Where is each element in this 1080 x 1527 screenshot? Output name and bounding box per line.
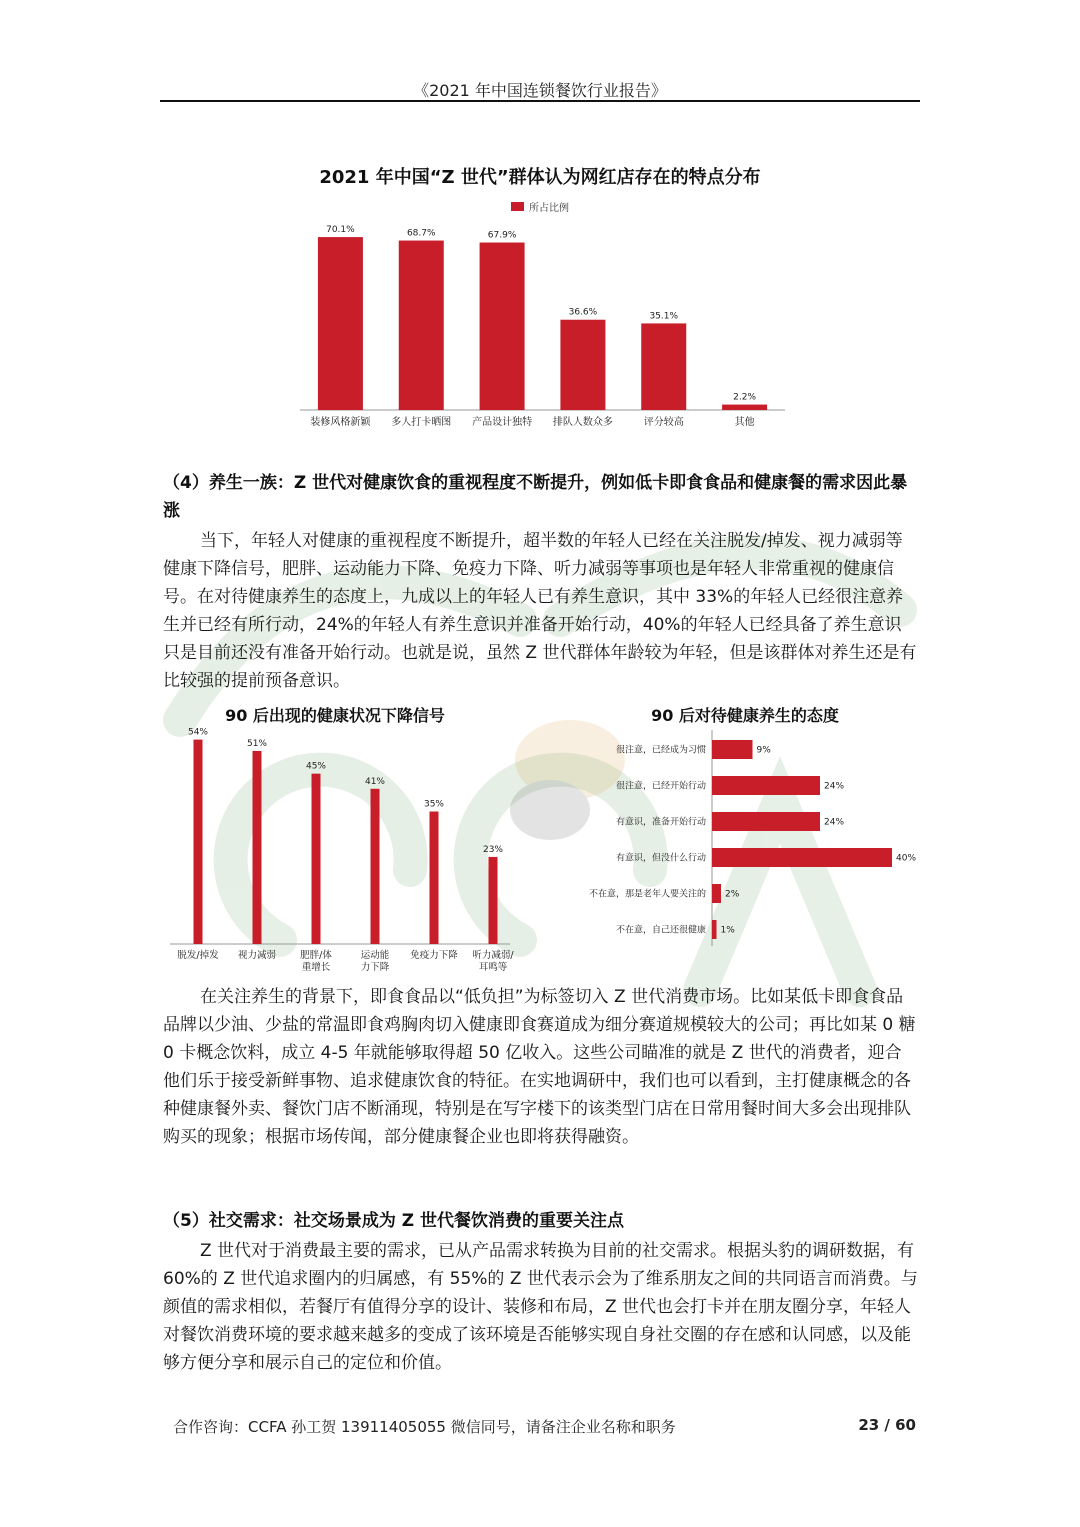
chart3-tick-label: 有意识，但没什么行动 bbox=[615, 853, 706, 864]
chart2-tick-label: 运动能 bbox=[360, 950, 390, 961]
chart3-tick-label: 有意识，准备开始行动 bbox=[615, 817, 706, 828]
chart2-data-label: 51% bbox=[246, 738, 268, 749]
chart1-data-label: 67.9% bbox=[487, 230, 517, 241]
chart2-data-label: 35% bbox=[423, 799, 445, 810]
chart1-tick-label: 其他 bbox=[734, 417, 755, 428]
chart3-title: 90 后对待健康养生的态度 bbox=[651, 706, 839, 725]
chart2-bar bbox=[194, 740, 203, 944]
section4-paragraph-1-text: 当下，年轻人对健康的重视程度不断提升，超半数的年轻人已经在关注脱发/掉发、视力减弱等健康下降信号，肥胖、运动能力下降、免疫力下降、听力减弱等事项也是年轻人非常重视的健康信号。在对待健康养生的态度上，九成以上的年轻人已有养生意识，其中 33%的年轻人已经很注意养生并已经有所行动，24%的年轻人有养生意识并准备开始行动，40%的年轻人已经具备了养生意识只是目前还没有准备开始行动。也就是说，虽然 Z 世代群体年龄较为年轻，但是该群体对养生还是有比较强的提前预备意识。 bbox=[163, 531, 917, 691]
chart2-tick-label: 肥胖/体 bbox=[300, 950, 332, 961]
chart1-title: 2021 年中国“Z 世代”群体认为网红店存在的特点分布 bbox=[319, 167, 761, 188]
chart2-tick-label: 视力减弱 bbox=[237, 950, 277, 961]
chart2-data-label: 54% bbox=[187, 728, 209, 738]
chart3-tick-label: 不在意，那是老年人要关注的 bbox=[588, 889, 706, 900]
chart3-tick-label: 很注意，已经成为习惯 bbox=[615, 745, 706, 756]
chart3-bar bbox=[712, 884, 721, 903]
chart2-tick-label: 听力减弱/ bbox=[472, 950, 514, 961]
chart1-bar bbox=[480, 243, 525, 410]
chart3-bar bbox=[712, 848, 892, 867]
chart1-data-label: 36.6% bbox=[568, 307, 598, 318]
chart2-bar bbox=[312, 774, 321, 944]
chart3-data-label: 24% bbox=[824, 781, 845, 792]
chart2-bar bbox=[253, 751, 262, 944]
chart1-bar bbox=[560, 320, 605, 410]
chart2-title: 90 后出现的健康状况下降信号 bbox=[225, 706, 445, 725]
chart2-tick-label: 重增长 bbox=[301, 962, 331, 973]
chart1-tick-label: 装修风格新颖 bbox=[310, 417, 371, 428]
page-number: 23 / 60 bbox=[858, 1416, 916, 1434]
chart2-tick-label: 脱发/掉发 bbox=[177, 950, 219, 961]
chart1-bar bbox=[318, 237, 363, 410]
legend-label: 所占比例 bbox=[529, 203, 569, 214]
chart1-bar bbox=[722, 405, 767, 410]
chart3-data-label: 24% bbox=[824, 817, 845, 828]
chart3-bar bbox=[712, 776, 820, 795]
chart2-tick-label: 免疫力下降 bbox=[410, 950, 458, 961]
report-header-title: 《2021 年中国连锁餐饮行业报告》 bbox=[413, 81, 667, 100]
section4-paragraph-2-text: 在关注养生的背景下，即食食品以“低负担”为标签切入 Z 世代消费市场。比如某低卡即食食品品牌以少油、少盐的常温即食鸡胸肉切入健康即食赛道成为细分赛道规模较大的公司；再比如某 0 糖 0 卡概念饮料，成立 4-5 年就能够取得超 50 亿收入。这些公司瞄准的就是 Z 世代的消费者，迎合他们乐于接受新鲜事物、追求健康饮食的特征。在实地调研中，我们也可以看到，主打健康概念的各种健康餐外卖、餐饮门店不断涌现，特别是在写字楼下的该类型门店在日常用餐时间大多会出现排队购买的现象；根据市场传闻，部分健康餐企业也即将获得融资。 bbox=[163, 987, 916, 1147]
chart2-data-label: 41% bbox=[364, 776, 386, 787]
chart1-data-label: 68.7% bbox=[406, 228, 436, 239]
chart2-bar bbox=[430, 812, 439, 945]
chart1-tick-label: 多人打卡晒图 bbox=[391, 417, 452, 428]
chart2-tick-label: 耳鸣等 bbox=[478, 962, 508, 973]
section4-heading: （4）养生一族：Z 世代对健康饮食的重视程度不断提升，例如低卡即食食品和健康餐的需求因此暴涨 bbox=[163, 473, 908, 521]
section4-paragraph-1 bbox=[163, 527, 918, 695]
chart1-bar bbox=[399, 241, 444, 410]
chart3-data-label: 9% bbox=[756, 745, 771, 756]
chart3-data-label: 1% bbox=[720, 925, 735, 936]
chart3-bar bbox=[712, 740, 753, 759]
chart1-bar bbox=[641, 323, 686, 410]
chart3-bar bbox=[712, 812, 820, 831]
chart1-tick-label: 排队人数众多 bbox=[552, 417, 613, 428]
section5-paragraph-1 bbox=[163, 1237, 918, 1377]
chart1-data-label: 2.2% bbox=[733, 392, 757, 403]
chart2-bar bbox=[489, 857, 498, 944]
section5-paragraph-1-text: Z 世代对于消费最主要的需求，已从产品需求转换为目前的社交需求。根据头豹的调研数据，有 60%的 Z 世代追求圈内的归属感，有 55%的 Z 世代表示会为了维系朋友之间的共同语言而消费。与颜值的需求相似，若餐厅有值得分享的设计、装修和布局，Z 世代也会打卡并在朋友圈分享，年轻人对餐饮消费环境的要求越来越多的变成了该环境是否能够实现自身社交圈的存在感和认同感，以及能够方便分享和展示自己的定位和价值。 bbox=[163, 1241, 918, 1373]
chart1-bar-chart bbox=[300, 210, 785, 435]
chart2-data-label: 45% bbox=[305, 761, 327, 772]
chart2-bar bbox=[371, 789, 380, 944]
chart3-data-label: 40% bbox=[896, 853, 917, 864]
footer-contact: 合作咨询：CCFA 孙工贺 13911405055 微信同号，请备注企业名称和职务 bbox=[173, 1418, 676, 1436]
chart3-bar bbox=[712, 920, 717, 939]
chart2-tick-label: 力下降 bbox=[360, 962, 390, 973]
chart3-data-label: 2% bbox=[725, 889, 740, 900]
chart2-bar-chart bbox=[165, 728, 515, 978]
chart1-tick-label: 评分较高 bbox=[643, 417, 684, 428]
chart1-tick-label: 产品设计独特 bbox=[472, 417, 533, 428]
chart1-data-label: 35.1% bbox=[649, 311, 679, 322]
chart2-data-label: 23% bbox=[482, 844, 504, 855]
chart3-tick-label: 不在意，自己还很健康 bbox=[615, 925, 706, 936]
chart3-tick-label: 很注意，已经开始行动 bbox=[615, 781, 706, 792]
section4-paragraph-2 bbox=[163, 983, 918, 1151]
section5-heading: （5）社交需求：社交场景成为 Z 世代餐饮消费的重要关注点 bbox=[163, 1211, 624, 1231]
chart1-data-label: 70.1% bbox=[326, 225, 355, 236]
header-divider bbox=[160, 100, 920, 102]
chart3-horizontal-bar-chart bbox=[575, 728, 920, 948]
